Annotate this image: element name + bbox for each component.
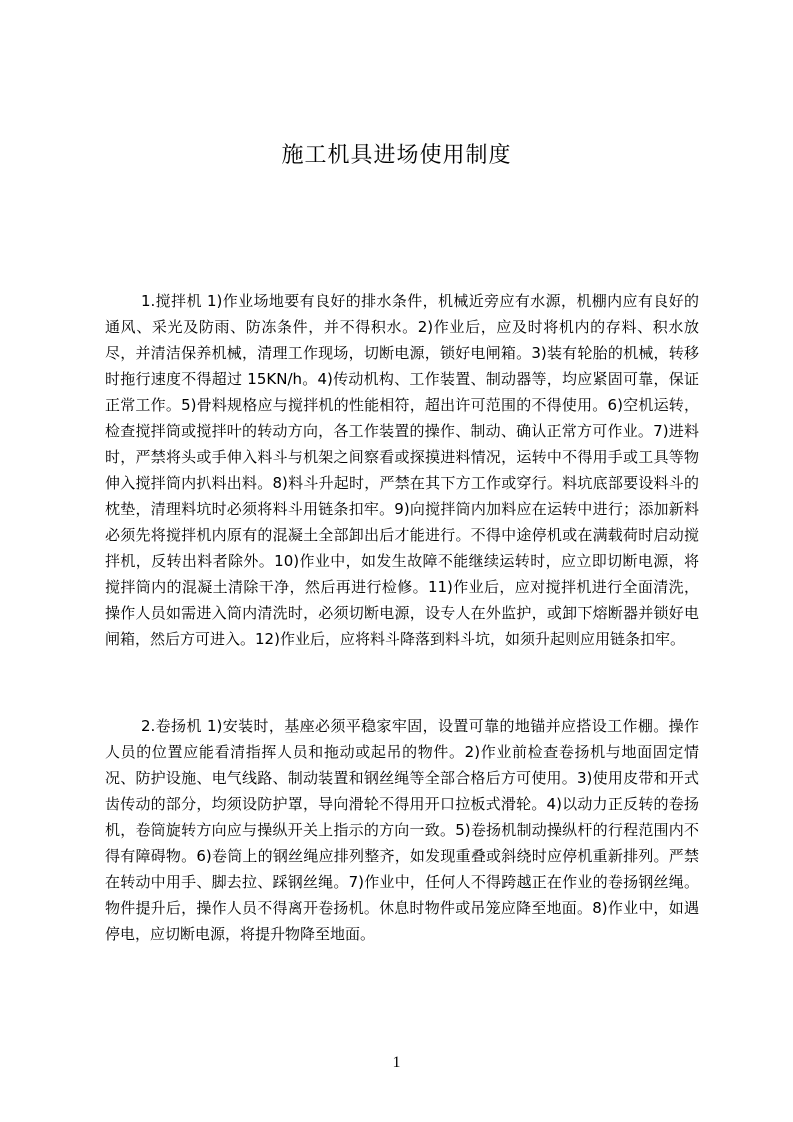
paragraph-winch: 2.卷扬机 1)安装时，基座必须平稳家牢固，设置可靠的地锚并应搭设工作棚。操作人员的位置应能看清指挥人员和拖动或起吊的物件。2)作业前检查卷扬机与地面固定情况、防护设施、电气线路、制动装置和钢丝绳等全部合格后方可使用。3)使用皮带和开式齿传动的部分，均须设防护罩，导向滑轮不得用开口拉板式滑轮。4)以动力正反转的卷扬机，卷筒旋转方向应与操纵开关上指示的方向一致。5)卷扬机制动操纵杆的行程范围内不得有障碍物。6)卷筒上的钢丝绳应排列整齐，如发现重叠或斜绕时应停机重新排列。严禁在转动中用手、脚去拉、踩钢丝绳。7)作业中，任何人不得跨越正在作业的卷扬钢丝绳。物件提升后，操作人员不得离开卷扬机。休息时物件或吊笼应降至地面。8)作业中，如遇停电，应切断电源，将提升物降至地面。	[105, 717, 699, 943]
document-title: 施工机具进场使用制度	[281, 143, 512, 168]
page-number: 1	[392, 1054, 401, 1071]
paragraph-mixer: 1.搅拌机 1)作业场地要有良好的排水条件，机械近旁应有水源，机棚内应有良好的通风、采光及防雨、防冻条件，并不得积水。2)作业后，应及时将机内的存料、积水放尽，并清洁保养机械，清理工作现场，切断电源，锁好电闸箱。3)装有轮胎的机械，转移时拖行速度不得超过 15KN/h。4)传动机构、工作装置、制动器等，均应紧固可靠，保证正常工作。5)骨料规格应与搅拌机的性能相符，超出许可范围的不得使用。6)空机运转，检查搅拌筒或搅拌叶的转动方向，各工作装置的操作、制动、确认正常方可作业。7)进料时，严禁将头或手伸入料斗与机架之间察看或探摸进料情况，运转中不得用手或工具等物伸入搅拌筒内扒料出料。8)料斗升起时，严禁在其下方工作或穿行。料坑底部要设料斗的枕垫，清理料坑时必须将料斗用链条扣牢。9)向搅拌筒内加料应在运转中进行；添加新料必须先将搅拌机内原有的混凝土全部卸出后才能进行。不得中途停机或在满载荷时启动搅拌机，反转出料者除外。10)作业中，如发生故障不能继续运转时，应立即切断电源，将搅拌筒内的混凝土清除干净，然后再进行检修。11)作业后，应对搅拌机进行全面清洗，操作人员如需进入筒内清洗时，必须切断电源，设专人在外监护，或卸下熔断器并锁好电闸箱，然后方可进入。12)作业后，应将料斗降落到料斗坑，如须升起则应用链条扣牢。	[105, 292, 699, 648]
